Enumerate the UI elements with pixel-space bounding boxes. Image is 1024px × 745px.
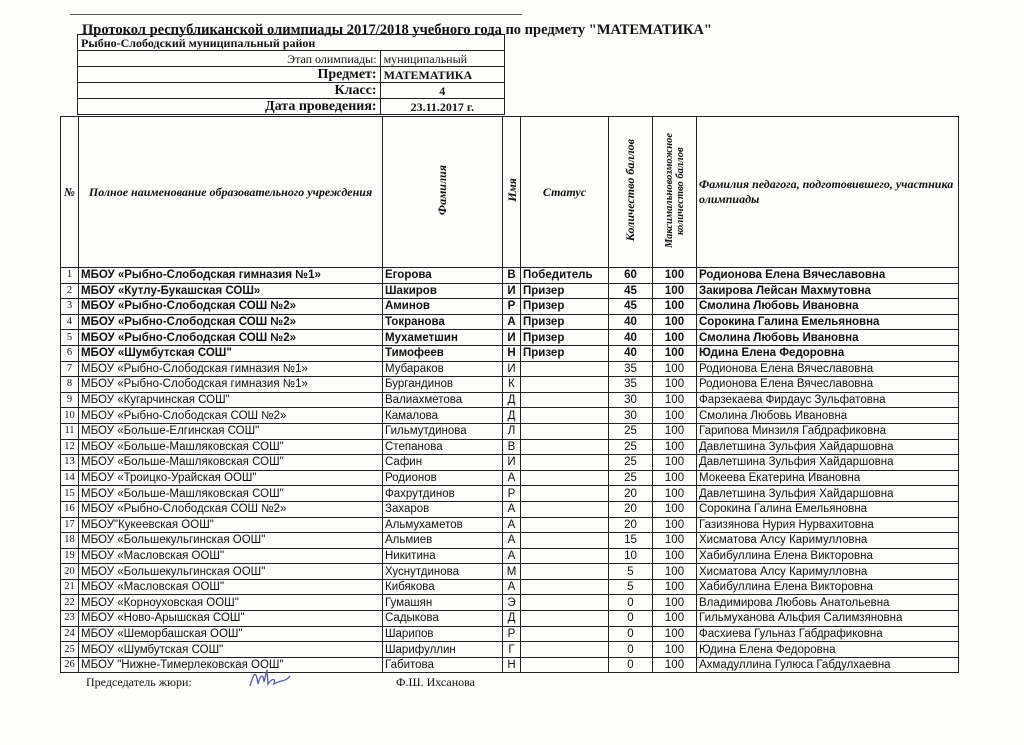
cell-name: Л	[503, 423, 521, 439]
cell-name: Д	[503, 392, 521, 408]
table-row	[61, 423, 959, 439]
cell-status: Призер	[521, 345, 609, 361]
results-table	[60, 116, 959, 673]
cell-score: 40	[609, 330, 653, 346]
cell-teacher: Фарзекаева Фирдаус Зульфатовна	[697, 392, 959, 408]
table-row	[61, 486, 959, 502]
stage-value: муниципальный	[380, 51, 504, 67]
cell-name: Э	[503, 595, 521, 611]
cell-max: 100	[653, 517, 697, 533]
cell-status	[521, 408, 609, 424]
cell-teacher: Гильмуханова Альфия Салимзяновна	[697, 611, 959, 627]
cell-score: 0	[609, 657, 653, 673]
cell-status: Призер	[521, 330, 609, 346]
cell-score: 60	[609, 268, 653, 284]
cell-status	[521, 486, 609, 502]
cell-max: 100	[653, 423, 697, 439]
cell-surname: Мухаметшин	[383, 330, 503, 346]
cell-teacher: Сорокина Галина Емельяновна	[697, 501, 959, 517]
cell-surname: Никитина	[383, 548, 503, 564]
cell-teacher: Мокеева Екатерина Ивановна	[697, 470, 959, 486]
cell-school: МБОУ «Больше-Машляковская СОШ"	[79, 439, 383, 455]
cell-n: 7	[61, 361, 79, 377]
cell-status	[521, 595, 609, 611]
cell-status	[521, 517, 609, 533]
cell-status	[521, 423, 609, 439]
cell-surname: Гильмутдинова	[383, 423, 503, 439]
class-label: Класс:	[78, 83, 381, 99]
cell-school: МБОУ «Масловская ООШ"	[79, 579, 383, 595]
cell-teacher: Газизянова Нурия Нурвахитовна	[697, 517, 959, 533]
cell-school: МБОУ «Большекульгинская ООШ"	[79, 533, 383, 549]
table-row	[61, 548, 959, 564]
cell-max: 100	[653, 345, 697, 361]
document-title: Протокол республиканской олимпиады 2017/2018 учебного года по предмету "МАТЕМАТИКА"	[82, 22, 712, 38]
cell-name: А	[503, 533, 521, 549]
cell-max: 100	[653, 642, 697, 658]
table-row	[61, 611, 959, 627]
cell-n: 8	[61, 377, 79, 393]
cell-teacher: Хабибуллина Елена Викторовна	[697, 579, 959, 595]
cell-school: МБОУ «Масловская ООШ"	[79, 548, 383, 564]
cell-surname: Гумашян	[383, 595, 503, 611]
cell-score: 40	[609, 345, 653, 361]
cell-school: МБОУ «Больше-Машляковская СОШ"	[79, 486, 383, 502]
cell-n: 5	[61, 330, 79, 346]
cell-score: 40	[609, 314, 653, 330]
cell-score: 0	[609, 611, 653, 627]
cell-teacher: Родионова Елена Вячеславовна	[697, 377, 959, 393]
cell-score: 0	[609, 642, 653, 658]
cell-score: 20	[609, 486, 653, 502]
cell-score: 45	[609, 299, 653, 315]
cell-status	[521, 626, 609, 642]
cell-status	[521, 361, 609, 377]
col-num: №	[61, 117, 79, 268]
cell-name: Д	[503, 408, 521, 424]
cell-name: В	[503, 439, 521, 455]
cell-name: Г	[503, 642, 521, 658]
cell-status	[521, 439, 609, 455]
cell-max: 100	[653, 268, 697, 284]
table-row	[61, 330, 959, 346]
cell-name: И	[503, 361, 521, 377]
col-max-label: Максимальновозможное количество баллов	[663, 133, 686, 248]
cell-surname: Габитова	[383, 657, 503, 673]
table-row	[61, 470, 959, 486]
table-row	[61, 268, 959, 284]
cell-school: МБОУ «Рыбно-Слободская гимназия №1»	[79, 377, 383, 393]
cell-status	[521, 501, 609, 517]
table-header-row	[61, 117, 959, 268]
table-row	[61, 392, 959, 408]
cell-max: 100	[653, 501, 697, 517]
cell-surname: Шакиров	[383, 283, 503, 299]
cell-name: А	[503, 470, 521, 486]
cell-school: МБОУ «Большекульгинская ООШ"	[79, 564, 383, 580]
cell-status	[521, 377, 609, 393]
cell-name: А	[503, 314, 521, 330]
cell-school: МБОУ "Нижне-Тимерлековская ООШ"	[79, 657, 383, 673]
cell-score: 25	[609, 423, 653, 439]
district: Рыбно-Слободский муниципальный район	[78, 35, 505, 51]
cell-status	[521, 564, 609, 580]
stage-label: Этап олимпиады:	[78, 51, 381, 67]
cell-n: 25	[61, 642, 79, 658]
cell-max: 100	[653, 330, 697, 346]
cell-name: Р	[503, 626, 521, 642]
cell-teacher: Юдина Елена Федоровна	[697, 642, 959, 658]
table-row	[61, 501, 959, 517]
cell-n: 12	[61, 439, 79, 455]
cell-status	[521, 657, 609, 673]
cell-max: 100	[653, 548, 697, 564]
cell-name: Д	[503, 611, 521, 627]
cell-school: МБОУ «Рыбно-Слободская гимназия №1»	[79, 268, 383, 284]
cell-n: 6	[61, 345, 79, 361]
cell-n: 11	[61, 423, 79, 439]
cell-teacher: Хисматова Алсу Каримулловна	[697, 564, 959, 580]
cell-max: 100	[653, 455, 697, 471]
cell-teacher: Владимирова Любовь Анатольевна	[697, 595, 959, 611]
cell-name: Н	[503, 657, 521, 673]
cell-teacher: Фасхиева Гульназ Габдрафиковна	[697, 626, 959, 642]
cell-teacher: Хисматова Алсу Каримулловна	[697, 533, 959, 549]
cell-status: Призер	[521, 299, 609, 315]
cell-teacher: Закирова Лейсан Махмутовна	[697, 283, 959, 299]
cell-teacher: Смолина Любовь Ивановна	[697, 299, 959, 315]
table-row	[61, 345, 959, 361]
cell-score: 30	[609, 392, 653, 408]
cell-score: 10	[609, 548, 653, 564]
col-teacher: Фамилия педагога, подготовившего, участника олимпиады	[697, 117, 959, 268]
table-row	[61, 314, 959, 330]
cell-score: 35	[609, 361, 653, 377]
table-row	[61, 517, 959, 533]
cell-max: 100	[653, 283, 697, 299]
cell-score: 20	[609, 517, 653, 533]
cell-surname: Егорова	[383, 268, 503, 284]
cell-score: 15	[609, 533, 653, 549]
cell-n: 2	[61, 283, 79, 299]
col-name-label: Имя	[505, 178, 519, 202]
cell-teacher: Родионова Елена Вячеславовна	[697, 268, 959, 284]
col-surname-label: Фамилия	[435, 164, 449, 216]
cell-n: 17	[61, 517, 79, 533]
cell-school: МБОУ"Кукеевская ООШ"	[79, 517, 383, 533]
table-row	[61, 564, 959, 580]
cell-school: МБОУ «Больше-Машляковская СОШ"	[79, 455, 383, 471]
table-row	[61, 377, 959, 393]
cell-school: МБОУ «Корноуховская ООШ"	[79, 595, 383, 611]
cell-teacher: Давлетшина Зульфия Хайдаршовна	[697, 439, 959, 455]
subject-label: Предмет:	[78, 67, 381, 83]
cell-n: 13	[61, 455, 79, 471]
cell-max: 100	[653, 486, 697, 502]
cell-max: 100	[653, 533, 697, 549]
cell-status	[521, 642, 609, 658]
cell-max: 100	[653, 408, 697, 424]
cell-name: А	[503, 579, 521, 595]
cell-status	[521, 455, 609, 471]
cell-teacher: Сорокина Галина Емельяновна	[697, 314, 959, 330]
cell-status	[521, 548, 609, 564]
signature	[246, 666, 292, 692]
date-value: 23.11.2017 г.	[380, 99, 504, 115]
subject-value: МАТЕМАТИКА	[380, 67, 504, 83]
cell-n: 9	[61, 392, 79, 408]
cell-status: Призер	[521, 283, 609, 299]
cell-name: И	[503, 455, 521, 471]
cell-teacher: Родионова Елена Вячеславовна	[697, 361, 959, 377]
cell-score: 5	[609, 579, 653, 595]
cell-school: МБОУ «Ново-Арышская СОШ"	[79, 611, 383, 627]
cell-surname: Сафин	[383, 455, 503, 471]
col-surname	[383, 117, 503, 268]
cell-score: 25	[609, 455, 653, 471]
cell-surname: Шарифуллин	[383, 642, 503, 658]
cell-school: МБОУ «Кугарчинская СОШ"	[79, 392, 383, 408]
cell-max: 100	[653, 611, 697, 627]
col-status: Статус	[521, 117, 609, 268]
cell-max: 100	[653, 439, 697, 455]
cell-score: 0	[609, 595, 653, 611]
cell-school: МБОУ «Рыбно-Слободская СОШ №2»	[79, 408, 383, 424]
cell-surname: Мубараков	[383, 361, 503, 377]
cell-teacher: Юдина Елена Федоровна	[697, 345, 959, 361]
cell-school: МБОУ «Рыбно-Слободская СОШ №2»	[79, 299, 383, 315]
cell-name: Р	[503, 299, 521, 315]
cell-max: 100	[653, 657, 697, 673]
table-row	[61, 657, 959, 673]
cell-name: А	[503, 517, 521, 533]
cell-teacher: Давлетшина Зульфия Хайдаршовна	[697, 455, 959, 471]
cell-school: МБОУ «Шумбутская СОШ"	[79, 345, 383, 361]
cell-surname: Шарипов	[383, 626, 503, 642]
cell-name: А	[503, 501, 521, 517]
cell-n: 15	[61, 486, 79, 502]
cell-surname: Валиахметова	[383, 392, 503, 408]
table-row	[61, 408, 959, 424]
cell-max: 100	[653, 377, 697, 393]
cell-school: МБОУ «Шеморбашская ООШ"	[79, 626, 383, 642]
cell-school: МБОУ «Троицко-Урайская ООШ"	[79, 470, 383, 486]
cell-score: 45	[609, 283, 653, 299]
cell-name: К	[503, 377, 521, 393]
cell-surname: Тимофеев	[383, 345, 503, 361]
cell-n: 4	[61, 314, 79, 330]
cell-teacher: Гарипова Минзиля Габдрафиковна	[697, 423, 959, 439]
date-label: Дата проведения:	[78, 99, 381, 115]
cell-school: МБОУ «Рыбно-Слободская СОШ №2»	[79, 314, 383, 330]
col-name	[503, 117, 521, 268]
col-score	[609, 117, 653, 268]
table-row	[61, 626, 959, 642]
cell-score: 25	[609, 470, 653, 486]
cell-score: 30	[609, 408, 653, 424]
table-row	[61, 579, 959, 595]
chair-label: Председатель жюри:	[86, 675, 192, 689]
cell-max: 100	[653, 299, 697, 315]
class-value: 4	[380, 83, 504, 99]
cell-score: 5	[609, 564, 653, 580]
cell-status	[521, 533, 609, 549]
scan-line	[70, 14, 522, 15]
cell-surname: Фахрутдинов	[383, 486, 503, 502]
cell-surname: Захаров	[383, 501, 503, 517]
cell-school: МБОУ «Рыбно-Слободская гимназия №1»	[79, 361, 383, 377]
table-row	[61, 299, 959, 315]
cell-name: М	[503, 564, 521, 580]
cell-surname: Аминов	[383, 299, 503, 315]
cell-max: 100	[653, 626, 697, 642]
col-school: Полное наименование образовательного учреждения	[79, 117, 383, 268]
cell-school: МБОУ «Шумбутская СОШ"	[79, 642, 383, 658]
cell-school: МБОУ «Рыбно-Слободская СОШ №2»	[79, 330, 383, 346]
table-row	[61, 533, 959, 549]
cell-status: Призер	[521, 314, 609, 330]
cell-n: 18	[61, 533, 79, 549]
cell-teacher: Смолина Любовь Ивановна	[697, 330, 959, 346]
col-score-label: Количество баллов	[623, 138, 637, 242]
cell-max: 100	[653, 314, 697, 330]
cell-score: 35	[609, 377, 653, 393]
cell-teacher: Давлетшина Зульфия Хайдаршовна	[697, 486, 959, 502]
cell-max: 100	[653, 564, 697, 580]
cell-name: А	[503, 548, 521, 564]
cell-max: 100	[653, 579, 697, 595]
cell-school: МБОУ «Кутлу-Букашская СОШ»	[79, 283, 383, 299]
cell-surname: Альмиев	[383, 533, 503, 549]
cell-max: 100	[653, 470, 697, 486]
cell-surname: Хуснутдинова	[383, 564, 503, 580]
cell-status	[521, 392, 609, 408]
cell-surname: Токранова	[383, 314, 503, 330]
cell-school: МБОУ «Больше-Елгинская СОШ"	[79, 423, 383, 439]
cell-name: Р	[503, 486, 521, 502]
cell-surname: Садыкова	[383, 611, 503, 627]
cell-status	[521, 470, 609, 486]
table-row	[61, 642, 959, 658]
cell-n: 20	[61, 564, 79, 580]
cell-n: 1	[61, 268, 79, 284]
cell-surname: Альмухаметов	[383, 517, 503, 533]
table-row	[61, 361, 959, 377]
cell-max: 100	[653, 361, 697, 377]
cell-score: 0	[609, 626, 653, 642]
cell-n: 21	[61, 579, 79, 595]
col-max	[653, 117, 697, 268]
cell-n: 14	[61, 470, 79, 486]
table-row	[61, 455, 959, 471]
table-row	[61, 439, 959, 455]
cell-status	[521, 579, 609, 595]
cell-school: МБОУ «Рыбно-Слободская СОШ №2»	[79, 501, 383, 517]
cell-surname: Кибякова	[383, 579, 503, 595]
cell-n: 23	[61, 611, 79, 627]
cell-max: 100	[653, 392, 697, 408]
table-row	[61, 595, 959, 611]
cell-n: 26	[61, 657, 79, 673]
cell-name: И	[503, 283, 521, 299]
cell-surname: Бургандинов	[383, 377, 503, 393]
cell-teacher: Хабибуллина Елена Викторовна	[697, 548, 959, 564]
cell-n: 22	[61, 595, 79, 611]
cell-surname: Степанова	[383, 439, 503, 455]
cell-score: 25	[609, 439, 653, 455]
cell-n: 19	[61, 548, 79, 564]
cell-n: 24	[61, 626, 79, 642]
table-row	[61, 283, 959, 299]
cell-name: И	[503, 330, 521, 346]
chair-name: Ф.Ш. Ихсанова	[396, 675, 475, 689]
cell-n: 16	[61, 501, 79, 517]
cell-n: 10	[61, 408, 79, 424]
cell-teacher: Смолина Любовь Ивановна	[697, 408, 959, 424]
cell-score: 20	[609, 501, 653, 517]
cell-name: Н	[503, 345, 521, 361]
cell-teacher: Ахмадуллина Гулюса Габдулхаевна	[697, 657, 959, 673]
cell-surname: Камалова	[383, 408, 503, 424]
cell-surname: Родионов	[383, 470, 503, 486]
cell-max: 100	[653, 595, 697, 611]
cell-status	[521, 611, 609, 627]
cell-n: 3	[61, 299, 79, 315]
cell-name: В	[503, 268, 521, 284]
cell-status: Победитель	[521, 268, 609, 284]
header-block	[77, 34, 505, 115]
